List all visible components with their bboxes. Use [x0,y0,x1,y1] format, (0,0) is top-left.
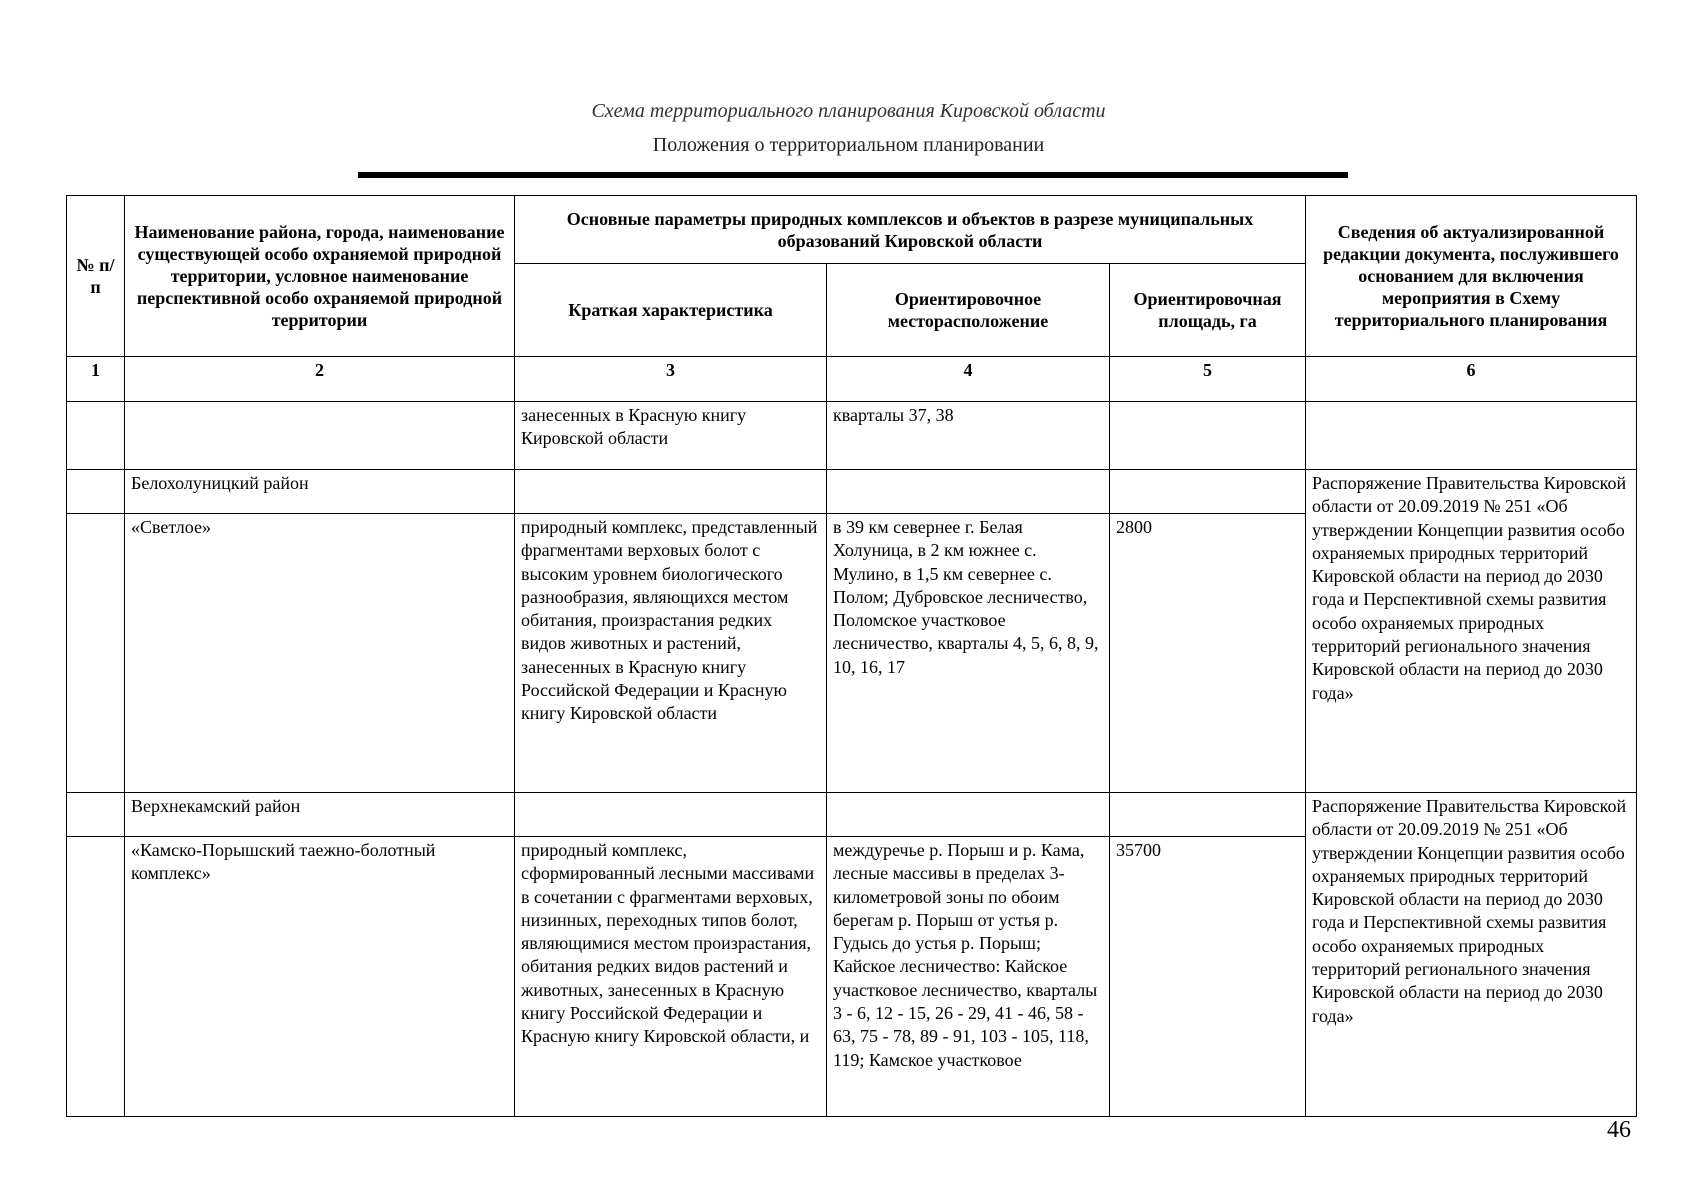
cell-brief: занесенных в Красную книгу Кировской области [515,402,827,470]
cell-area [1110,402,1306,470]
cell-location: кварталы 37, 38 [827,402,1110,470]
column-number: 6 [1306,357,1637,402]
cell-info: Распоряжение Правительства Кировской области от 20.09.2019 № 251 «Об утверждении Концепции развития особо охраняемых природных территорий Кировской области на период до 2030 года и Перспективной схемы развития особо охраняемых природных территорий регионального значения Кировской области на период до 2030 года» [1306,793,1637,1117]
column-number: 3 [515,357,827,402]
cell-num [67,837,125,1117]
table-header-row [67,196,1637,264]
header-params-group: Основные параметры природных комплексов и объектов в разрезе муниципальных образований Кировской области [515,196,1306,264]
cell-info: Распоряжение Правительства Кировской области от 20.09.2019 № 251 «Об утверждении Концепции развития особо охраняемых природных территорий Кировской области на период до 2030 года и Перспективной схемы развития особо охраняемых природных территорий регионального значения Кировской области на период до 2030 года» [1306,470,1637,793]
territory-table [66,195,1637,1117]
cell-brief: природный комплекс, сформированный лесными массивами в сочетании с фрагментами верховых, низинных, переходных типов болот, являющимися местом произрастания, обитания редких видов растений и животных, занесенных в Красную книгу Российской Федерации и Красную книгу Кировской области, и [515,837,827,1117]
cell-area [1110,793,1306,837]
column-number: 4 [827,357,1110,402]
cell-area: 2800 [1110,514,1306,793]
page-number: 46 [1607,1117,1631,1143]
cell-brief: природный комплекс, представленный фрагментами верховых болот с высоким уровнем биологического разнообразия, являющихся местом обитания, произрастания редких видов животных и растений, занесенных в Красную книгу Российской Федерации и Красную книгу Кировской области [515,514,827,793]
cell-num [67,793,125,837]
header-brief: Краткая характеристика [515,264,827,357]
table-row [67,470,1637,514]
document-subtitle: Схема территориального планирования Кировской области [591,100,1106,122]
cell-num [67,402,125,470]
header-location: Ориентировочное месторасположение [827,264,1110,357]
cell-brief [515,793,827,837]
cell-area: 35700 [1110,837,1306,1117]
column-number: 1 [67,357,125,402]
cell-location: в 39 км севернее г. Белая Холуница, в 2 км южнее с. Мулино, в 1,5 км севернее с. Полом; Дубровское лесничество, Поломское участковое лесничество, кварталы 4, 5, 6, 8, 9, 10, 16, 17 [827,514,1110,793]
cell-name: Верхнекамский район [125,793,515,837]
column-number-row [67,357,1637,402]
cell-brief [515,470,827,514]
cell-area [1110,470,1306,514]
header-info: Сведения об актуализированной редакции документа, послужившего основанием для включения мероприятия в Схему территориального планирования [1306,196,1637,357]
cell-location: междуречье р. Порыш и р. Кама, лесные массивы в пределах 3-километровой зоны по обоим берегам р. Порыш от устья р. Гудысь до устья р. Порыш; Кайское лесничество: Кайское участковое лесничество, кварталы 3 - 6, 12 - 15, 26 - 29, 41 - 46, 58 - 63, 75 - 78, 89 - 91, 103 - 105, 118, 119; Камское участковое [827,837,1110,1117]
document-title: Положения о территориальном планировании [652,134,1045,156]
cell-location [827,470,1110,514]
table-row [67,402,1637,470]
cell-num [67,470,125,514]
cell-name [125,402,515,470]
cell-info [1306,402,1637,470]
cell-name: «Светлое» [125,514,515,793]
cell-name: «Камско-Порышский таежно-болотный комплекс» [125,837,515,1117]
column-number: 2 [125,357,515,402]
column-number: 5 [1110,357,1306,402]
header-name: Наименование района, города, наименование существующей особо охраняемой природной территории, условное наименование перспективной особо охраняемой природной территории [125,196,515,357]
cell-name: Белохолуницкий район [125,470,515,514]
header-area: Ориентировочная площадь, га [1110,264,1306,357]
cell-location [827,793,1110,837]
header-divider [358,172,1348,178]
cell-num [67,514,125,793]
table-row [67,793,1637,837]
header-num: № п/п [67,196,125,357]
